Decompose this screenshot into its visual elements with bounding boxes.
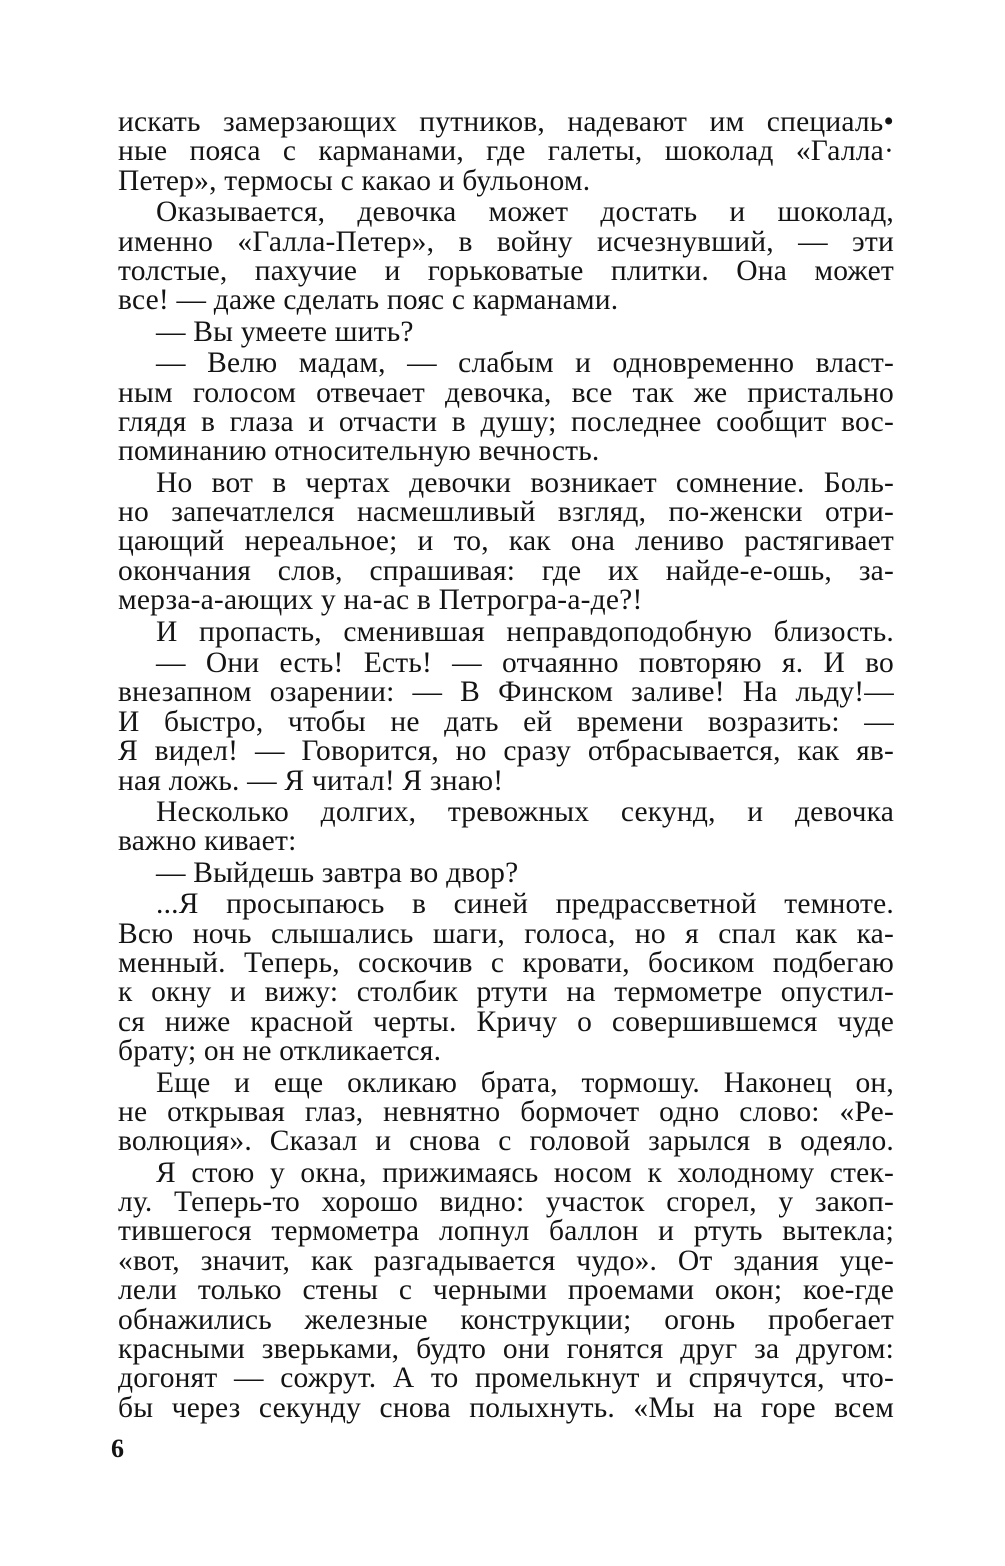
text-line: ным голосом отвечает девочка, все так же пристально bbox=[118, 376, 894, 409]
text-line: цающий нереальное; и то, как она лениво растягивает bbox=[118, 525, 894, 558]
text-line: лу. Теперь-то хорошо видно: участок сгорел, у закоп- bbox=[118, 1186, 894, 1219]
text-line: бы через секунду снова полыхнуть. «Мы на горе всем bbox=[118, 1391, 894, 1424]
text-line: поминанию относительную вечность. bbox=[118, 435, 600, 468]
text-line: Но вот в чертах девочки возникает сомнение. Боль- bbox=[156, 466, 894, 499]
text-line: «вот, значит, как разгадывается чудо». От здания уце- bbox=[118, 1244, 894, 1277]
text-line: — Вы умеете шить? bbox=[156, 315, 414, 348]
text-line: ся ниже красной черты. Кричу о совершившемся чуде bbox=[118, 1005, 894, 1038]
text-line: менный. Теперь, соскочив с кровати, босиком подбегаю bbox=[118, 946, 894, 979]
text-line: волюция». Сказал и снова с головой зарылся в одеяло. bbox=[118, 1125, 894, 1158]
text-line: искать замерзающих путников, надевают им специаль• bbox=[118, 106, 894, 138]
text-line: но запечатлелся насмешливый взгляд, по-женски отри- bbox=[118, 496, 894, 529]
text-line: Всю ночь слышались шаги, голоса, но я спал как ка- bbox=[118, 917, 894, 950]
text-line: догонят — сожрут. А то промелькнут и спрячутся, что- bbox=[118, 1362, 894, 1395]
text-line: мерза-а-ающих у на-ас в Петрогра-а-де?! bbox=[118, 584, 643, 617]
text-line: — Они есть! Есть! — отчаянно повторяю я. И во bbox=[156, 647, 894, 680]
text-line: окончания слов, спрашивая: где их найде-е-ошь, за- bbox=[118, 554, 894, 587]
text-line: И быстро, чтобы не дать ей времени возразить: — bbox=[118, 705, 894, 738]
text-line: именно «Галла-Петер», в войну исчезнувший, — эти bbox=[118, 225, 894, 258]
text-line: красными зверьками, будто они гонятся друг за другом: bbox=[118, 1333, 894, 1366]
text-line: лели только стены с черными проемами окон; кое-где bbox=[118, 1274, 894, 1307]
text-line: брату; он не откликается. bbox=[118, 1035, 442, 1068]
text-line: Я стою у окна, прижимаясь носом к холодному стек- bbox=[156, 1156, 894, 1189]
text-line: Петер», термосы с какао и бульоном. bbox=[118, 164, 591, 197]
text-line: обнажились железные конструкции; огонь пробегает bbox=[118, 1303, 894, 1336]
text-line: Несколько долгих, тревожных секунд, и девочка bbox=[156, 795, 894, 828]
text-line: Я видел! — Говорится, но сразу отбрасывается, как яв- bbox=[118, 735, 894, 768]
text-line: важно кивает: bbox=[118, 825, 297, 858]
text-line: И пропасть, сменившая неправдоподобную близость. bbox=[156, 615, 894, 648]
text-line: глядя в глаза и отчасти в душу; последнее сообщит вос- bbox=[118, 405, 894, 438]
text-line: Оказывается, девочка может достать и шоколад, bbox=[156, 196, 894, 229]
text-line: Еще и еще окликаю брата, тормошу. Наконец он, bbox=[156, 1066, 894, 1099]
page-number: 6 bbox=[111, 1434, 124, 1463]
text-line: все! — даже сделать пояс с карманами. bbox=[118, 284, 619, 317]
text-line: — Выйдешь завтра во двор? bbox=[156, 856, 519, 889]
text-line: тившегося термометра лопнул баллон и ртуть вытекла; bbox=[118, 1215, 894, 1248]
text-line: толстые, пахучие и горьковатые плитки. Она может bbox=[118, 254, 894, 287]
text-line: не открывая глаз, невнятно бормочет одно слово: «Ре- bbox=[118, 1095, 894, 1128]
text-line: — Велю мадам, — слабым и одновременно власт- bbox=[156, 347, 894, 380]
text-line: внезапном озарении: — В Финском заливе! На льду!— bbox=[118, 676, 894, 709]
text-line: к окну и вижу: столбик ртути на термометре опустил- bbox=[118, 976, 894, 1009]
text-line: ные пояса с карманами, где галеты, шоколад «Галла· bbox=[118, 135, 894, 168]
text-line: ...Я просыпаюсь в синей предрассветной темноте. bbox=[156, 888, 894, 921]
body-text bbox=[118, 108, 894, 1423]
text-line: ная ложь. — Я читал! Я знаю! bbox=[118, 764, 504, 797]
